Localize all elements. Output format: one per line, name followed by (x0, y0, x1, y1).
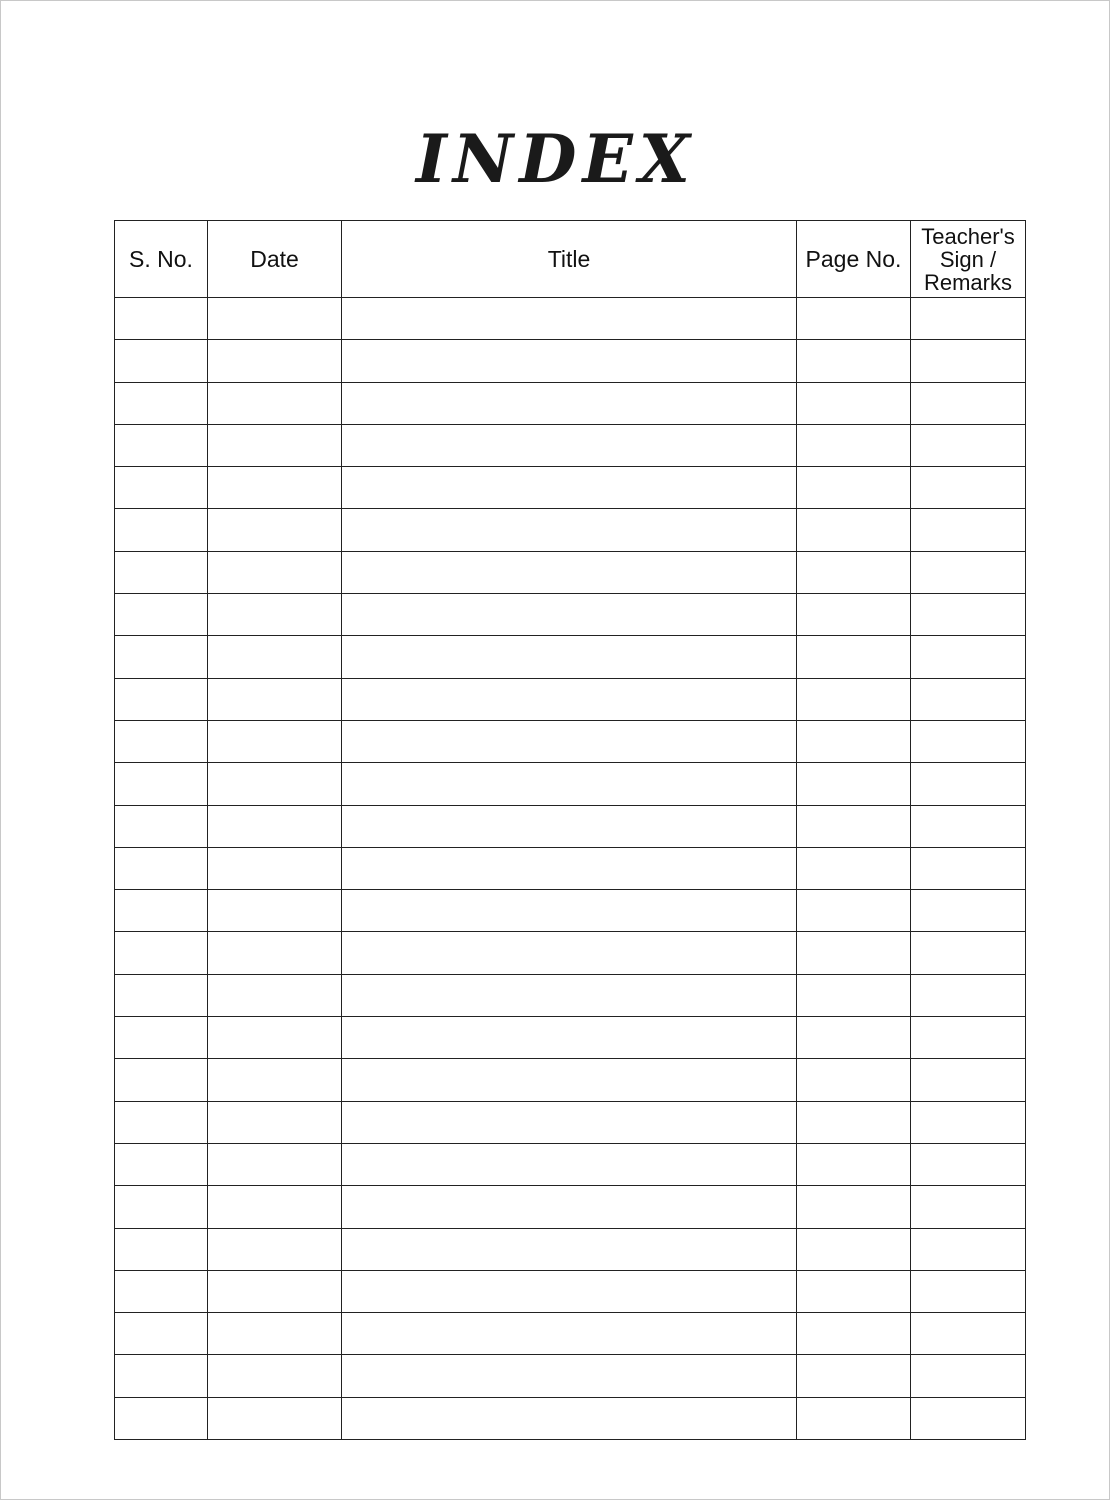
page-title: INDEX (416, 120, 696, 198)
table-row (115, 551, 1026, 593)
remarks-cell (911, 678, 1026, 720)
title-cell (342, 1186, 797, 1228)
date-cell (208, 974, 342, 1016)
date-cell (208, 932, 342, 974)
column-header-serial-no: S. No. (115, 221, 208, 298)
serial-no-cell (115, 594, 208, 636)
remarks-cell (911, 1228, 1026, 1270)
page-no-cell (797, 1186, 911, 1228)
serial-no-cell (115, 763, 208, 805)
remarks-cell (911, 1270, 1026, 1312)
column-header-date: Date (208, 221, 342, 298)
table-row (115, 1101, 1026, 1143)
page-no-cell (797, 1270, 911, 1312)
title-cell (342, 1397, 797, 1439)
title-cell (342, 1143, 797, 1185)
column-header-teacher-remarks (911, 221, 1026, 298)
title-cell (342, 805, 797, 847)
serial-no-cell (115, 1101, 208, 1143)
date-cell (208, 1397, 342, 1439)
remarks-cell (911, 1186, 1026, 1228)
date-cell (208, 594, 342, 636)
title-cell (342, 1313, 797, 1355)
table-row (115, 720, 1026, 762)
table-row (115, 1059, 1026, 1101)
table-row (115, 1228, 1026, 1270)
table-row (115, 890, 1026, 932)
page-no-cell (797, 805, 911, 847)
date-cell (208, 509, 342, 551)
title-cell (342, 1228, 797, 1270)
title-cell (342, 932, 797, 974)
page-no-cell (797, 382, 911, 424)
page-no-cell (797, 974, 911, 1016)
table-row (115, 1186, 1026, 1228)
serial-no-cell (115, 1397, 208, 1439)
table-row (115, 1397, 1026, 1439)
table-row (115, 1313, 1026, 1355)
title-cell (342, 382, 797, 424)
remarks-cell (911, 509, 1026, 551)
date-cell (208, 467, 342, 509)
remarks-cell (911, 1017, 1026, 1059)
column-header-title: Title (342, 221, 797, 298)
title-cell (342, 424, 797, 466)
remarks-cell (911, 298, 1026, 340)
date-cell (208, 636, 342, 678)
table-body (115, 298, 1026, 1440)
serial-no-cell (115, 932, 208, 974)
table-row (115, 974, 1026, 1016)
page-no-cell (797, 932, 911, 974)
table-row (115, 424, 1026, 466)
title-cell (342, 467, 797, 509)
table-row (115, 1017, 1026, 1059)
remarks-cell (911, 382, 1026, 424)
date-cell (208, 551, 342, 593)
serial-no-cell (115, 847, 208, 889)
table-row (115, 382, 1026, 424)
table-row (115, 1143, 1026, 1185)
serial-no-cell (115, 1313, 208, 1355)
remarks-cell (911, 467, 1026, 509)
serial-no-cell (115, 805, 208, 847)
remarks-cell (911, 805, 1026, 847)
remarks-cell (911, 551, 1026, 593)
date-cell (208, 424, 342, 466)
remarks-cell (911, 847, 1026, 889)
remarks-cell (911, 932, 1026, 974)
table-row (115, 763, 1026, 805)
page-no-cell (797, 467, 911, 509)
remarks-header-line: Teacher's (921, 223, 1015, 249)
table-row (115, 805, 1026, 847)
remarks-cell (911, 1313, 1026, 1355)
table-row (115, 636, 1026, 678)
date-cell (208, 1101, 342, 1143)
date-cell (208, 1228, 342, 1270)
page-no-cell (797, 636, 911, 678)
table-row (115, 467, 1026, 509)
page-no-cell (797, 340, 911, 382)
table-row (115, 932, 1026, 974)
title-cell (342, 847, 797, 889)
serial-no-cell (115, 974, 208, 1016)
table-row (115, 298, 1026, 340)
date-cell (208, 1059, 342, 1101)
serial-no-cell (115, 509, 208, 551)
title-cell (342, 974, 797, 1016)
remarks-header-line: Remarks (923, 269, 1012, 295)
serial-no-cell (115, 1270, 208, 1312)
title-cell (342, 594, 797, 636)
title-cell (342, 1270, 797, 1312)
title-cell (342, 1059, 797, 1101)
page-no-cell (797, 678, 911, 720)
title-cell (342, 1355, 797, 1397)
page-no-cell (797, 1017, 911, 1059)
page-no-cell (797, 424, 911, 466)
title-cell (342, 678, 797, 720)
date-cell (208, 805, 342, 847)
date-cell (208, 1143, 342, 1185)
serial-no-cell (115, 1228, 208, 1270)
page-no-cell (797, 1101, 911, 1143)
table-row (115, 847, 1026, 889)
date-cell (208, 720, 342, 762)
remarks-cell (911, 974, 1026, 1016)
serial-no-cell (115, 1017, 208, 1059)
title-cell (342, 720, 797, 762)
title-cell (342, 298, 797, 340)
date-cell (208, 678, 342, 720)
title-cell (342, 1101, 797, 1143)
remarks-header-line: Sign / (939, 246, 997, 272)
table-row (115, 509, 1026, 551)
page-no-cell (797, 720, 911, 762)
title-cell (342, 1017, 797, 1059)
table-row (115, 594, 1026, 636)
page-no-cell (797, 890, 911, 932)
date-cell (208, 1186, 342, 1228)
date-cell (208, 763, 342, 805)
header-row (115, 221, 1026, 298)
table-row (115, 1355, 1026, 1397)
remarks-cell (911, 594, 1026, 636)
serial-no-cell (115, 890, 208, 932)
remarks-cell (911, 1397, 1026, 1439)
page-no-cell (797, 1313, 911, 1355)
table-row (115, 1270, 1026, 1312)
title-cell (342, 509, 797, 551)
title-cell (342, 340, 797, 382)
page-no-cell (797, 1228, 911, 1270)
remarks-cell (911, 1101, 1026, 1143)
serial-no-cell (115, 467, 208, 509)
title-cell (342, 890, 797, 932)
serial-no-cell (115, 1143, 208, 1185)
serial-no-cell (115, 636, 208, 678)
remarks-cell (911, 340, 1026, 382)
serial-no-cell (115, 1355, 208, 1397)
date-cell (208, 890, 342, 932)
serial-no-cell (115, 1059, 208, 1101)
page-no-cell (797, 763, 911, 805)
serial-no-cell (115, 720, 208, 762)
page-no-cell (797, 551, 911, 593)
remarks-cell (911, 1143, 1026, 1185)
page-no-cell (797, 847, 911, 889)
serial-no-cell (115, 551, 208, 593)
page-no-cell (797, 1355, 911, 1397)
table-row (115, 340, 1026, 382)
table-row (115, 678, 1026, 720)
date-cell (208, 1355, 342, 1397)
page-no-cell (797, 594, 911, 636)
date-cell (208, 1270, 342, 1312)
date-cell (208, 1313, 342, 1355)
remarks-cell (911, 1059, 1026, 1101)
column-header-page-no: Page No. (797, 221, 911, 298)
serial-no-cell (115, 298, 208, 340)
serial-no-cell (115, 424, 208, 466)
title-cell (342, 551, 797, 593)
index-table (114, 220, 1026, 1440)
serial-no-cell (115, 678, 208, 720)
remarks-cell (911, 890, 1026, 932)
remarks-cell (911, 636, 1026, 678)
page-no-cell (797, 509, 911, 551)
serial-no-cell (115, 382, 208, 424)
page-no-cell (797, 1397, 911, 1439)
remarks-cell (911, 720, 1026, 762)
title-cell (342, 763, 797, 805)
title-cell (342, 636, 797, 678)
date-cell (208, 1017, 342, 1059)
date-cell (208, 382, 342, 424)
date-cell (208, 847, 342, 889)
date-cell (208, 298, 342, 340)
serial-no-cell (115, 340, 208, 382)
page-no-cell (797, 1059, 911, 1101)
serial-no-cell (115, 1186, 208, 1228)
page-no-cell (797, 1143, 911, 1185)
remarks-cell (911, 763, 1026, 805)
date-cell (208, 340, 342, 382)
remarks-cell (911, 424, 1026, 466)
remarks-cell (911, 1355, 1026, 1397)
page-no-cell (797, 298, 911, 340)
